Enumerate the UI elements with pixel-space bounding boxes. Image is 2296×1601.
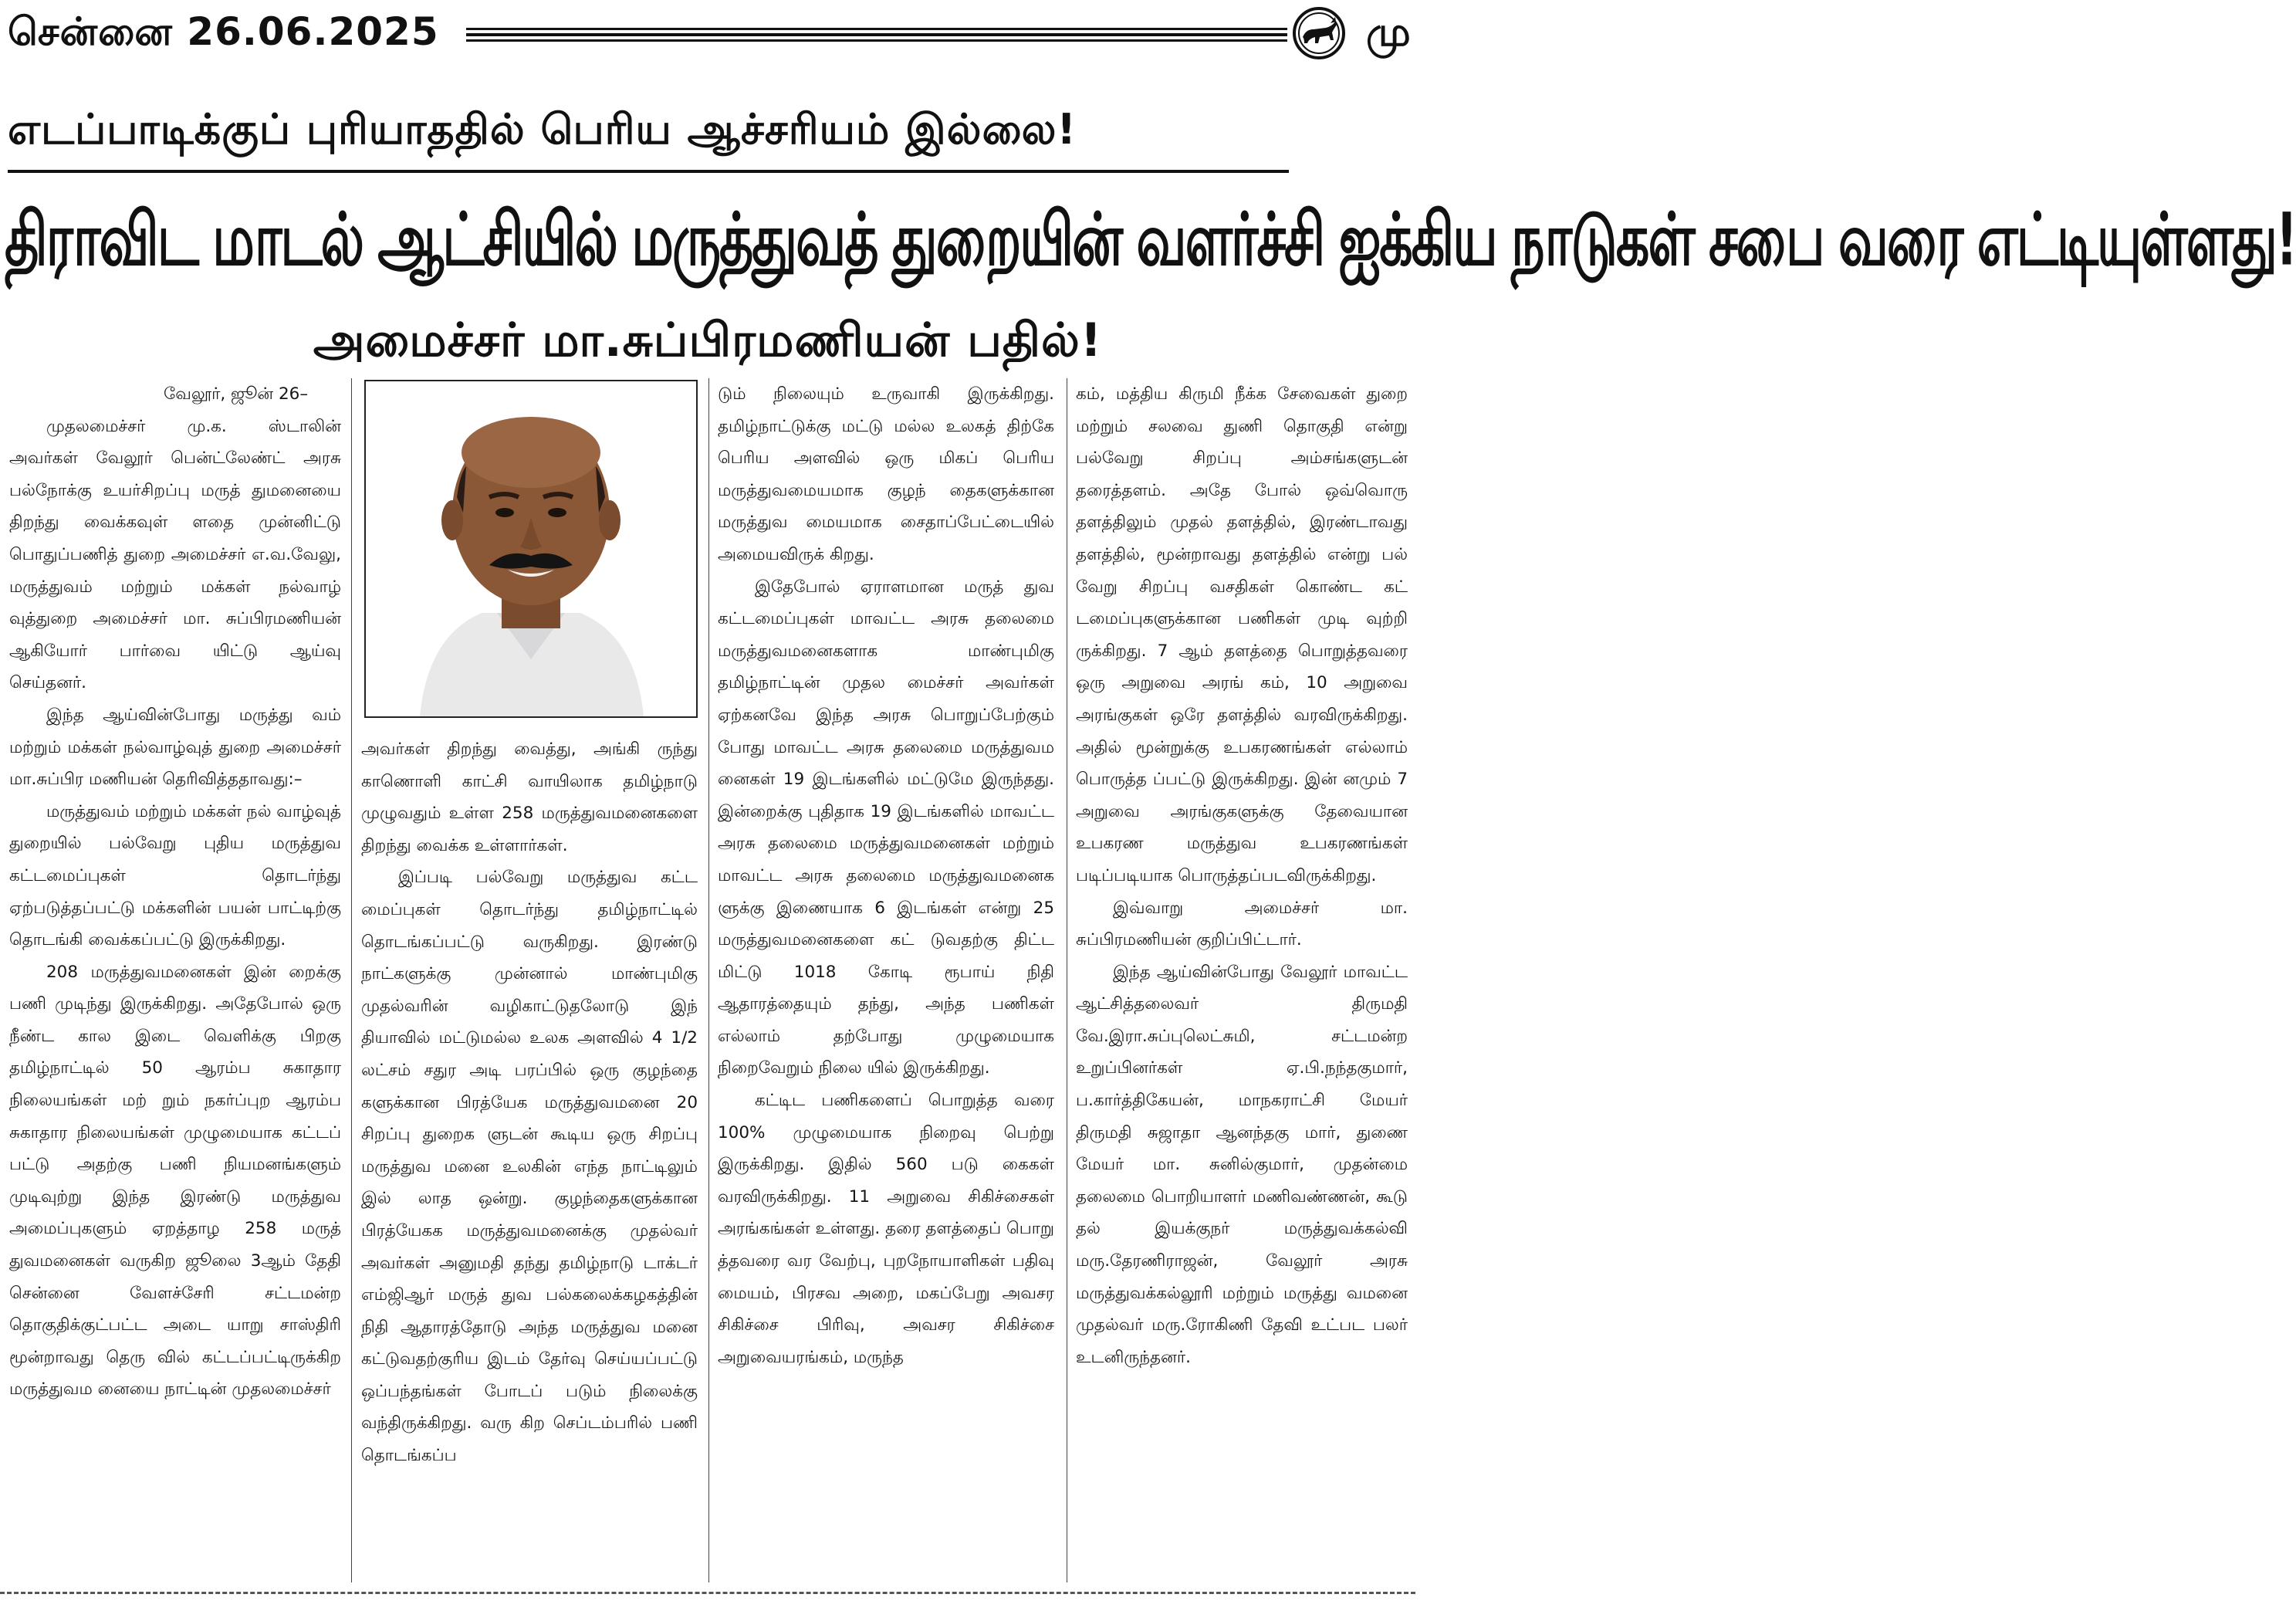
minister-photo bbox=[364, 380, 698, 718]
paragraph: மருத்துவம் மற்றும் மக்கள் நல் வாழ்வுத் துறையில் பல்வேறு புதிய மருத்துவ கட்டமைப்புகள் தொடர்ந்து ஏற்படுத்தப்பட்டு மக்களின் பயன் பாட்டிற்கு தொடங்கி வைக்கப்பட்டு இருக்கிறது. bbox=[9, 801, 341, 950]
masthead bbox=[8, 6, 1415, 60]
paragraph: கம், மத்திய கிருமி நீக்க சேவைகள் துறை மற்றும் சலவை துணி தொகுதி என்று பல்வேறு சிறப்பு அம்சங்களுடன் தரைத்தளம். அதே போல் ஒவ்வொரு தளத்திலும் முதல் தளத்தில், இரண்டாவது தளத்தில், மூன்றாவது தளத்தில் என்று பல் வேறு சிறப்பு வசதிகள் கொண்ட கட் டமைப்புகளுக்கான பணிகள் முடி வுற்றி ருக்கிறது. 7 ஆம் தளத்தை பொறுத்தவரை ஒரு அறுவை அரங் கம், 10 அறுவை அரங்குகள் ஒரே தளத்தில் வரவிருக்கிறது. அதில் மூன்றுக்கு உபகரணங்கள் எல்லாம் பொருத்த ப்பட்டு இருக்கிறது. இன் னமும் 7 அறுவை அரங்குகளுக்கு தேவையான உபகரண மருத்துவ உபகரணங்கள் படிப்படியாக பொருத்தப்படவிருக்கிறது. bbox=[1076, 384, 1408, 885]
masthead-rule bbox=[466, 28, 1287, 42]
paragraph: இதேபோல் ஏராளமான மருத் துவ கட்டமைப்புகள் மாவட்ட அரசு தலைமை மருத்துவமனைகளாக மாண்புமிகு தமிழ்நாட்டின் முதல மைச்சர் அவர்கள் ஏற்கனவே இந்த அரசு பொறுப்பேற்கும் போது மாவட்ட அரசு தலைமை மருத்துவம னைகள் 19 இடங்களில் மட்டுமே இருந்தது. இன்றைக்கு புதிதாக 19 இடங்களில் மாவட்ட அரசு தலைமை மருத்துவமனைகள் மற்றும் மாவட்ட அரசு தலைமை மருத்துவமனைக ளுக்கு இணையாக 6 இடங்கள் என்று 25 மருத்துவமனைகளை கட் டுவதற்கு திட்ட மிட்டு 1018 கோடி ரூபாய் நிதி ஆதாரத்தையும் தந்து, அந்த பணிகள் எல்லாம் தற்போது முழுமையாக நிறைவேறும் நிலை யில் இருக்கிறது. bbox=[718, 577, 1054, 1078]
column-rule bbox=[708, 378, 709, 1582]
article-column-3 bbox=[718, 378, 1054, 1373]
headline bbox=[0, 182, 2296, 298]
column-rule bbox=[351, 378, 352, 1582]
paragraph: 208 மருத்துவமனைகள் இன் றைக்கு பணி முடிந்து இருக்கிறது. அதேபோல் ஒரு நீண்ட கால இடை வெளிக்கு பிறகு தமிழ்நாட்டில் 50 ஆரம்ப சுகாதார நிலையங்கள் மற் றும் நகர்ப்புற ஆரம்ப சுகாதார நிலையங்கள் முழுமையாக கட்டப் பட்டு அதற்கு பணி நியமனங்களும் முடிவுற்று இந்த இரண்டு மருத்துவ அமைப்புகளும் ஏறத்தாழ 258 மருத் துவமனைகள் வருகிற ஜூலை 3ஆம் தேதி சென்னை வேளச்சேரி சட்டமன்ற தொகுதிக்குட்பட்ட அடை யாறு சாஸ்திரி மூன்றாவது தெரு வில் கட்டப்பட்டிருக்கிற மருத்துவம னையை நாட்டின் முதலமைச்சர் bbox=[9, 962, 341, 1400]
kicker-text: எடப்பாடிக்குப் புரியாததில் பெரிய ஆச்சரியம் இல்லை! bbox=[8, 105, 1077, 154]
bull-emblem-icon bbox=[1292, 6, 1346, 60]
paragraph: இந்த ஆய்வின்போது வேலூர் மாவட்ட ஆட்சித்தலைவர் திருமதி வே.இரா.சுப்புலெட்சுமி, சட்டமன்ற உறுப்பினர்கள் ஏ.பி.நந்தகுமார், ப.கார்த்திகேயன், மாநகராட்சி மேயர் திருமதி சுஜாதா ஆனந்தகு மார், துணை மேயர் மா. சுனில்குமார், முதன்மை தலைமை பொறியாளர் மணிவண்ணன், கூடு தல் இயக்குநர் மருத்துவக்கல்வி மரு.தேரணிராஜன், வேலூர் அரசு மருத்துவக்கல்லூரி மற்றும் மருத்து வமனை முதல்வர் மரு.ரோகிணி தேவி உட்பட பலர் உடனிருந்தனர். bbox=[1076, 962, 1408, 1367]
paragraph: இந்த ஆய்வின்போது மருத்து வம் மற்றும் மக்கள் நல்வாழ்வுத் துறை அமைச்சர் மா.சுப்பிர மணியன் தெரிவித்ததாவது:– bbox=[9, 705, 341, 790]
paragraph: இப்படி பல்வேறு மருத்துவ கட்ட மைப்புகள் தொடர்ந்து தமிழ்நாட்டில் தொடங்கப்பட்டு வருகிறது. இரண்டு நாட்களுக்கு முன்னால் மாண்புமிகு முதல்வரின் வழிகாட்டுதலோடு இந் தியாவில் மட்டுமல்ல உலக அளவில் 4 1/2 லட்சம் சதுர அடி பரப்பில் ஒரு குழந்தை களுக்கான பிரத்யேக மருத்துவமனை 20 சிறப்பு துறைக ளுடன் கூடிய ஒரு சிறப்பு மருத்துவ மனை உலகின் எந்த நாட்டிலும் இல் லாத ஒன்று. குழந்தைகளுக்கான பிரத்யேகக மருத்துவமனைக்கு முதல்வர் அவர்கள் அனுமதி தந்து தமிழ்நாடு டாக்டர் எம்ஜிஆர் மருத் துவ பல்கலைக்கழகத்தின் நிதி ஆதாரத்தோடு அந்த மருத்துவ மனை கட்டுவதற்குரிய இடம் தேர்வு செய்யப்பட்டு ஒப்பந்தங்கள் போடப் படும் நிலைக்கு வந்திருக்கிறது. வரு கிற செப்டம்பரில் பணி தொடங்கப்ப bbox=[361, 868, 698, 1466]
article-column-1 bbox=[9, 378, 341, 1406]
paragraph: கட்டிட பணிகளைப் பொறுத்த வரை 100% முழுமையாக நிறைவு பெற்று இருக்கிறது. இதில் 560 படு கைகள் வரவிருக்கிறது. 11 அறுவை சிகிச்சைகள் அரங்கங்கள் உள்ளது. தரை தளத்தைப் பொறு த்தவரை வர வேற்பு, புறநோயாளிகள் பதிவு மையம், பிரசவ அறை, மகப்பேறு அவசர சிகிச்சை பிரிவு, அவசர சிகிச்சை அறுவையரங்கம், மருந்த bbox=[718, 1091, 1054, 1367]
article-column-4 bbox=[1076, 378, 1408, 1373]
paragraph: டும் நிலையும் உருவாகி இருக்கிறது. தமிழ்நாட்டுக்கு மட்டு மல்ல உலகத் திற்கே பெரிய அளவில் ஒரு மிகப் பெரிய மருத்துவமையமாக குழந் தைகளுக்கான மருத்துவ மையமாக சைதாப்பேட்டையில் அமையவிருக் கிறது. bbox=[718, 384, 1054, 564]
dateline: வேலூர், ஜூன் 26– bbox=[164, 384, 309, 404]
publication-glyph: மு bbox=[1366, 9, 1411, 56]
subhead: அமைச்சர் மா.சுப்பிரமணியன் பதில்! bbox=[313, 313, 1103, 367]
kicker bbox=[8, 105, 1289, 173]
paragraph: அவர்கள் திறந்து வைத்து, அங்கி ருந்து காணொளி காட்சி வாயிலாக தமிழ்நாடு முழுவதும் உள்ள 258 மருத்துவமனைகளை திறந்து வைக்க உள்ளார்கள். bbox=[361, 740, 698, 855]
city-date: சென்னை 26.06.2025 bbox=[8, 9, 439, 54]
headline-text: திராவிட மாடல் ஆட்சியில் மருத்துவத் துறையின் வளர்ச்சி ஐக்கிய நாடுகள் சபை வரை எட்டியுள்ளது! bbox=[5, 198, 2296, 283]
paragraph: இவ்வாறு அமைச்சர் மா. சுப்பிரமணியன் குறிப்பிட்டார். bbox=[1076, 898, 1408, 950]
bottom-rule bbox=[0, 1592, 1415, 1594]
article-column-2 bbox=[361, 733, 698, 1472]
paragraph: முதலமைச்சர் மு.க. ஸ்டாலின் அவர்கள் வேலூர் பென்ட்லேண்ட் அரசு பல்நோக்கு உயர்சிறப்பு மருத் துமனையை திறந்து வைக்கவுள் ளதை முன்னிட்டு பொதுப்பணித் துறை அமைச்சர் எ.வ.வேலு, மருத்துவம் மற்றும் மக்கள் நல்வாழ் வுத்துறை அமைச்சர் மா. சுப்பிரமணியன் ஆகியோர் பார்வை யிட்டு ஆய்வு செய்தனர். bbox=[9, 416, 341, 693]
